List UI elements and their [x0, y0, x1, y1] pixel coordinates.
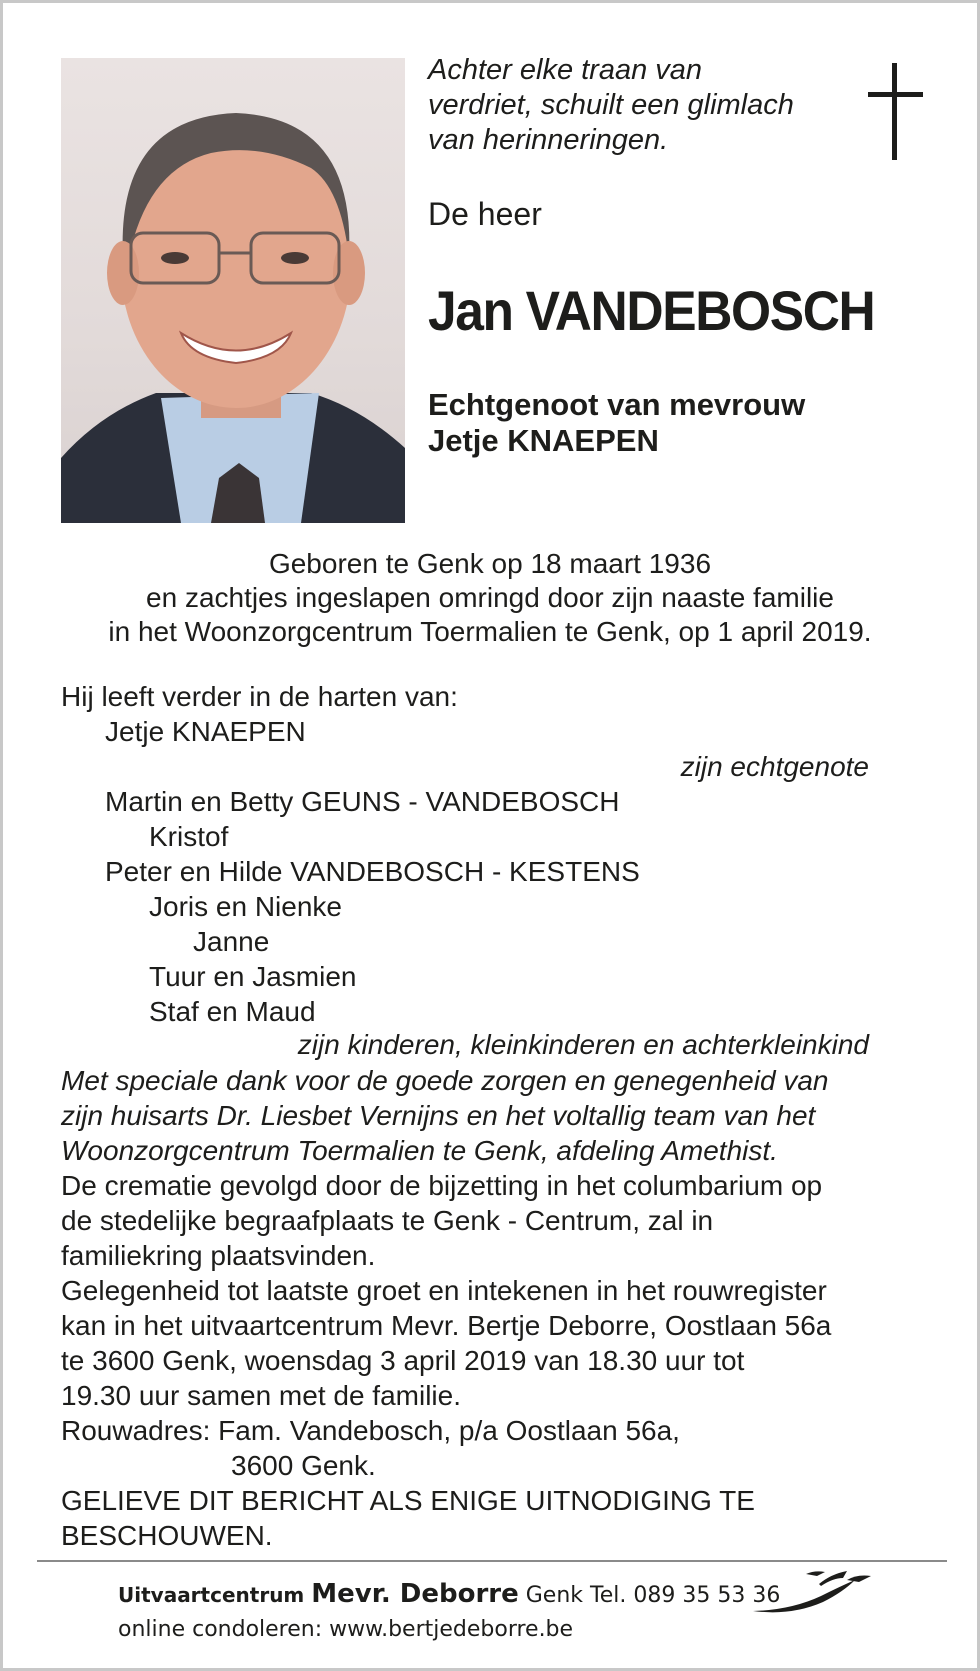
quote-line: Achter elke traan van [428, 54, 703, 86]
funeral-home-name: Mevr. Deborre [311, 1579, 519, 1609]
deceased-name: Jan VANDEBOSCH [428, 279, 875, 342]
wife-relation: zijn echtgenote [680, 751, 869, 782]
funeral-home-phone[interactable]: Tel. 089 35 53 36 [590, 1583, 781, 1608]
funeral-home-city: Genk [525, 1583, 584, 1608]
funeral-home-label: Uitvaartcentrum [118, 1583, 305, 1607]
thanks-line: Met speciale dank voor de goede zorgen en genegenheid van [61, 1065, 829, 1096]
birth-death-info [3, 547, 977, 649]
spouse-line: Jetje KNAEPEN [428, 423, 659, 458]
notice-body [61, 1063, 921, 1553]
honorific: De heer [428, 196, 542, 232]
cremation-line: De crematie gevolgd door de bijzetting in het columbarium op [61, 1170, 823, 1201]
survivors-list [61, 679, 921, 1062]
memorial-quote [428, 53, 828, 158]
funeral-home-footer [118, 1579, 780, 1642]
cross-icon [865, 63, 925, 163]
birth-line: in het Woonzorgcentrum Toermalien te Genk, op 1 april 2019. [108, 616, 872, 647]
address-line: Rouwadres: Fam. Vandebosch, p/a Oostlaan 56a, [61, 1415, 680, 1446]
cremation-line: de stedelijke begraafplaats te Genk - Centrum, zal in [61, 1205, 714, 1236]
quote-line: verdriet, schuilt een glimlach [428, 89, 794, 121]
visit-line: 19.30 uur samen met de familie. [61, 1380, 461, 1411]
footer-divider [37, 1560, 947, 1562]
visit-line: Gelegenheid tot laatste groet en intekenen in het rouwregister [61, 1275, 827, 1306]
family-line: Tuur en Jasmien [149, 961, 357, 992]
family-line: Kristof [149, 821, 229, 852]
closing-line: BESCHOUWEN. [61, 1520, 273, 1551]
family-line: Martin en Betty GEUNS - VANDEBOSCH [105, 786, 620, 817]
portrait-photo [61, 58, 405, 523]
family-line: Joris en Nienke [149, 891, 342, 922]
condolence-link[interactable]: online condoleren: www.bertjedeborre.be [118, 1617, 574, 1642]
visit-line: kan in het uitvaartcentrum Mevr. Bertje Deborre, Oostlaan 56a [61, 1310, 832, 1341]
address-line: 3600 Genk. [231, 1450, 376, 1481]
children-relation: zijn kinderen, kleinkinderen en achterkleinkind [297, 1029, 869, 1060]
bird-logo-icon [751, 1566, 876, 1616]
birth-line: Geboren te Genk op 18 maart 1936 [268, 548, 712, 579]
cremation-line: familiekring plaatsvinden. [61, 1240, 376, 1271]
thanks-line: zijn huisarts Dr. Liesbet Vernijns en het voltallig team van het [61, 1100, 816, 1131]
family-line: Janne [193, 926, 270, 957]
closing-line: GELIEVE DIT BERICHT ALS ENIGE UITNODIGING TE [61, 1485, 755, 1516]
spouse-info [428, 387, 805, 459]
family-line: Peter en Hilde VANDEBOSCH - KESTENS [105, 856, 640, 887]
family-line: Staf en Maud [149, 996, 316, 1027]
spouse-line: Echtgenoot van mevrouw [428, 387, 806, 422]
wife-name: Jetje KNAEPEN [105, 716, 306, 747]
quote-line: van herinneringen. [428, 124, 669, 156]
birth-line: en zachtjes ingeslapen omringd door zijn naaste familie [146, 582, 834, 613]
visit-line: te 3600 Genk, woensdag 3 april 2019 van 18.30 uur tot [61, 1345, 745, 1376]
thanks-line: Woonzorgcentrum Toermalien te Genk, afdeling Amethist. [61, 1135, 778, 1166]
survivors-intro: Hij leeft verder in de harten van: [61, 681, 458, 712]
